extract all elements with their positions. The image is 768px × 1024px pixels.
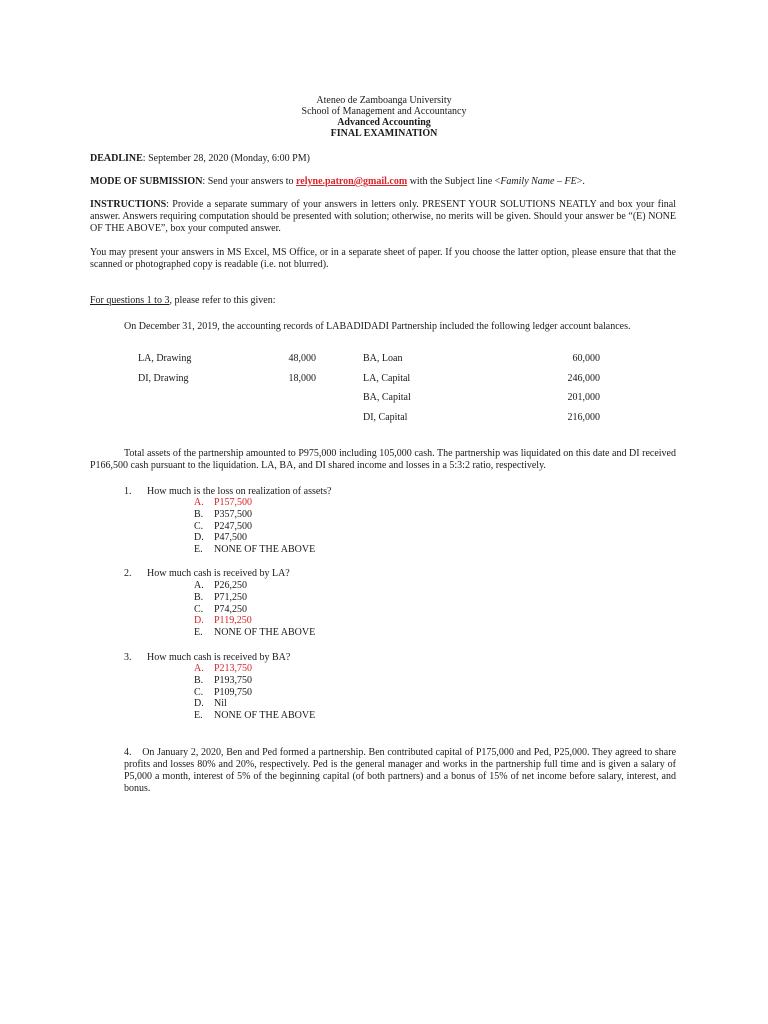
ledger-left-amount: 18,000 (288, 373, 316, 384)
course-title: Advanced Accounting (337, 117, 431, 128)
choice-letter: A. (194, 663, 204, 674)
given-intro-underlined: For questions 1 to 3 (90, 295, 170, 306)
ledger-right-amount: 201,000 (567, 392, 600, 403)
choice-value: NONE OF THE ABOVE (214, 627, 316, 638)
instructions-text: : Provide a separate summary of your answers in letters only. PRESENT YOUR SOLUTIONS NEATLY and box your final answer. Answers requiring computation should be presented with solution; otherwise, no merits will be given. Should your answer be “(E) NONE OF THE ABOVE”, box your computed answer. (90, 199, 676, 234)
question-4 (124, 747, 676, 795)
ledger-left-account: LA, Drawing (138, 353, 192, 364)
choice-letter: B. (194, 675, 204, 686)
ledger-right-account: BA, Capital (363, 392, 411, 403)
choice-value: P357,500 (214, 509, 253, 520)
submission-line (90, 176, 585, 188)
choice-letter: C. (194, 604, 204, 615)
submission-subject: Family Name – FE (500, 176, 577, 187)
choice-value: P71,250 (214, 592, 248, 603)
choice-letter: A. (194, 580, 204, 591)
format-note: You may present your answers in MS Excel, MS Office, or in a separate sheet of paper. If you choose the latter option, please ensure that that the scanned or photographed copy is readable (i.e. not blurred). (90, 247, 676, 270)
choice-value: P47,500 (214, 532, 248, 543)
question-text: How much cash is received by LA? (147, 568, 290, 579)
ledger-right-account: LA, Capital (363, 373, 411, 384)
choice-value: P247,500 (214, 521, 253, 532)
choice-value: P74,250 (214, 604, 248, 615)
choice-value: P193,750 (214, 675, 253, 686)
choice-letter: C. (194, 521, 204, 532)
deadline-text: : September 28, 2020 (Monday, 6:00 PM) (142, 153, 310, 164)
instructions-paragraph (90, 199, 676, 235)
deadline-line (90, 153, 310, 165)
choice-value: NONE OF THE ABOVE (214, 710, 316, 721)
deadline-label: DEADLINE (90, 153, 143, 164)
question-number: 1. (124, 486, 132, 497)
choice-letter: C. (194, 687, 204, 698)
question-text: How much cash is received by BA? (147, 652, 291, 663)
ledger-right-account: BA, Loan (363, 353, 403, 364)
choice-value: P119,250 (214, 615, 252, 626)
question-number: 4. (124, 747, 132, 758)
school-name: School of Management and Accountancy (301, 106, 467, 117)
ledger-right-amount: 246,000 (567, 373, 600, 384)
given-intro-rest: , please refer to this given: (169, 295, 276, 306)
submission-text-end: >. (576, 176, 585, 187)
choice-value: P157,500 (214, 497, 253, 508)
ledger-left-amount: 48,000 (288, 353, 316, 364)
choice-letter: E. (194, 544, 203, 555)
choice-value: P109,750 (214, 687, 253, 698)
choice-value: P26,250 (214, 580, 248, 591)
submission-label: MODE OF SUBMISSION (90, 176, 203, 187)
given-intro (90, 295, 276, 307)
submission-email-link[interactable]: relyne.patron@gmail.com (296, 176, 408, 187)
ledger-right-amount: 216,000 (567, 412, 600, 423)
exam-title: FINAL EXAMINATION (330, 128, 438, 139)
choice-letter: D. (194, 615, 204, 626)
given-statement: On December 31, 2019, the accounting records of LABADIDADI Partnership included the following ledger account balances. (124, 321, 631, 332)
choice-letter: B. (194, 509, 204, 520)
ledger-left-account: DI, Drawing (138, 373, 189, 384)
choice-value: P213,750 (214, 663, 253, 674)
choice-letter: A. (194, 497, 204, 508)
choice-value: Nil (214, 698, 227, 709)
choice-letter: B. (194, 592, 204, 603)
liquidation-paragraph: Total assets of the partnership amounted to P975,000 including 105,000 cash. The partnership was liquidated on this date and DI received P166,500 cash pursuant to the liquidation. LA, BA, and DI shared income and losses in a 5:3:2 ratio, respectively. (90, 448, 676, 471)
question-number: 2. (124, 568, 132, 579)
choice-letter: E. (194, 710, 203, 721)
choice-letter: E. (194, 627, 203, 638)
choice-letter: D. (194, 532, 204, 543)
ledger-right-account: DI, Capital (363, 412, 408, 423)
submission-text-after: with the Subject line < (407, 176, 501, 187)
university-name: Ateneo de Zamboanga University (316, 95, 452, 106)
instructions-label: INSTRUCTIONS (90, 199, 167, 210)
question-number: 3. (124, 652, 132, 663)
choice-letter: D. (194, 698, 204, 709)
ledger-right-amount: 60,000 (572, 353, 600, 364)
question-text: How much is the loss on realization of assets? (147, 486, 332, 497)
question-text: On January 2, 2020, Ben and Ped formed a partnership. Ben contributed capital of P175,000 and Ped, P25,000. They agreed to share profits and losses 80% and 20%, respectively. Ped is the general manager and works in the partnership full time and is given a salary of P5,000 a month, interest of 5% of the beginning capital (of both partners) and a bonus of 15% of net income before salary, interest, and bonus. (124, 747, 677, 794)
choice-value: NONE OF THE ABOVE (214, 544, 316, 555)
submission-text-before: : Send your answers to (202, 176, 297, 187)
